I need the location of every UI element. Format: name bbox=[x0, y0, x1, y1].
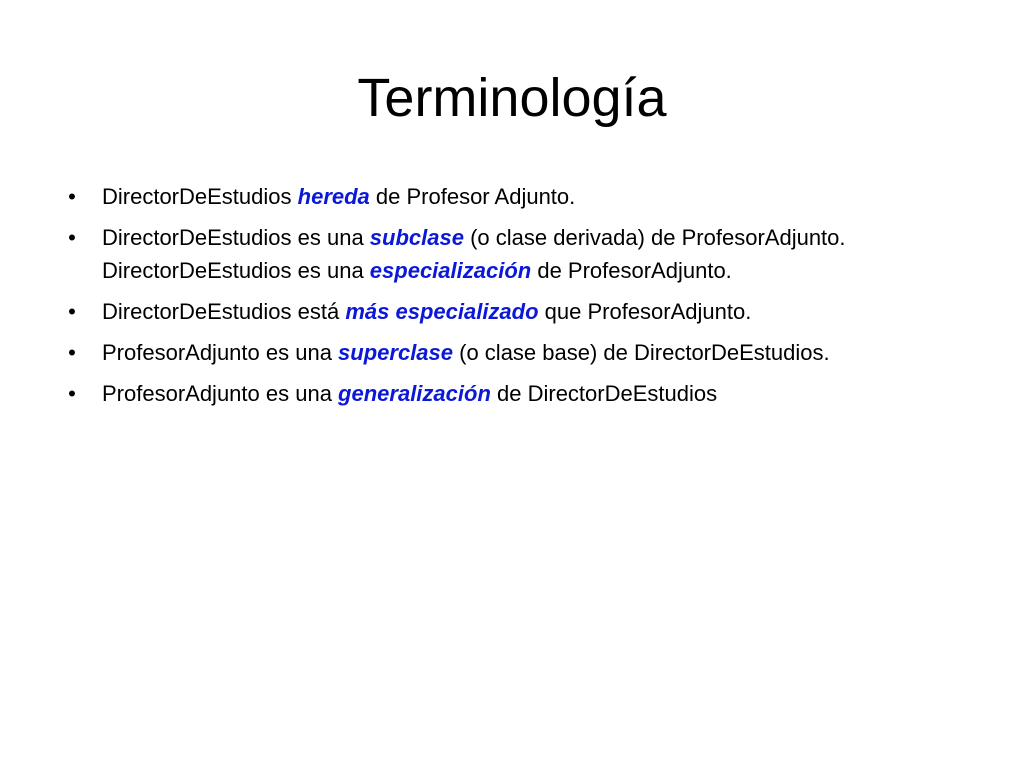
bullet-line bbox=[102, 295, 982, 328]
bullet-list bbox=[62, 180, 982, 418]
bullet-text: ProfesorAdjunto es una bbox=[102, 340, 339, 365]
keyword-term: subclase bbox=[369, 225, 464, 250]
bullet-line bbox=[102, 254, 982, 287]
keyword-term: especialización bbox=[369, 258, 532, 283]
bullet-item bbox=[62, 336, 982, 369]
keyword-term: superclase bbox=[338, 340, 454, 365]
bullet-item bbox=[62, 180, 982, 213]
bullet-dot-icon: • bbox=[68, 381, 76, 406]
bullet-text: de DirectorDeEstudios bbox=[490, 381, 718, 406]
bullet-text: DirectorDeEstudios está bbox=[102, 299, 346, 324]
bullet-text: ProfesorAdjunto es una bbox=[102, 381, 339, 406]
bullet-text: DirectorDeEstudios es una bbox=[102, 258, 370, 283]
slide-title: Terminología bbox=[357, 68, 667, 128]
bullet-dot-icon: • bbox=[68, 299, 76, 324]
bullet-text: que ProfesorAdjunto. bbox=[538, 299, 752, 324]
bullet-text: de Profesor Adjunto. bbox=[369, 184, 576, 209]
bullet-dot-icon: • bbox=[68, 340, 76, 365]
bullet-text: (o clase derivada) de ProfesorAdjunto. bbox=[463, 225, 846, 250]
bullet-line bbox=[102, 180, 982, 213]
bullet-dot-icon: • bbox=[68, 225, 76, 250]
bullet-line bbox=[102, 221, 982, 254]
bullet-text: de ProfesorAdjunto. bbox=[531, 258, 732, 283]
bullet-text: (o clase base) de DirectorDeEstudios. bbox=[453, 340, 830, 365]
bullet-dot-icon: • bbox=[68, 184, 76, 209]
bullet-text: DirectorDeEstudios es una bbox=[102, 225, 370, 250]
bullet-item bbox=[62, 295, 982, 328]
bullet-line bbox=[102, 377, 982, 410]
keyword-term: generalización bbox=[338, 381, 491, 406]
keyword-term: hereda bbox=[297, 184, 370, 209]
keyword-term: más especializado bbox=[345, 299, 539, 324]
bullet-text: DirectorDeEstudios bbox=[102, 184, 298, 209]
bullet-item bbox=[62, 377, 982, 410]
bullet-item bbox=[62, 221, 982, 287]
bullet-line bbox=[102, 336, 982, 369]
